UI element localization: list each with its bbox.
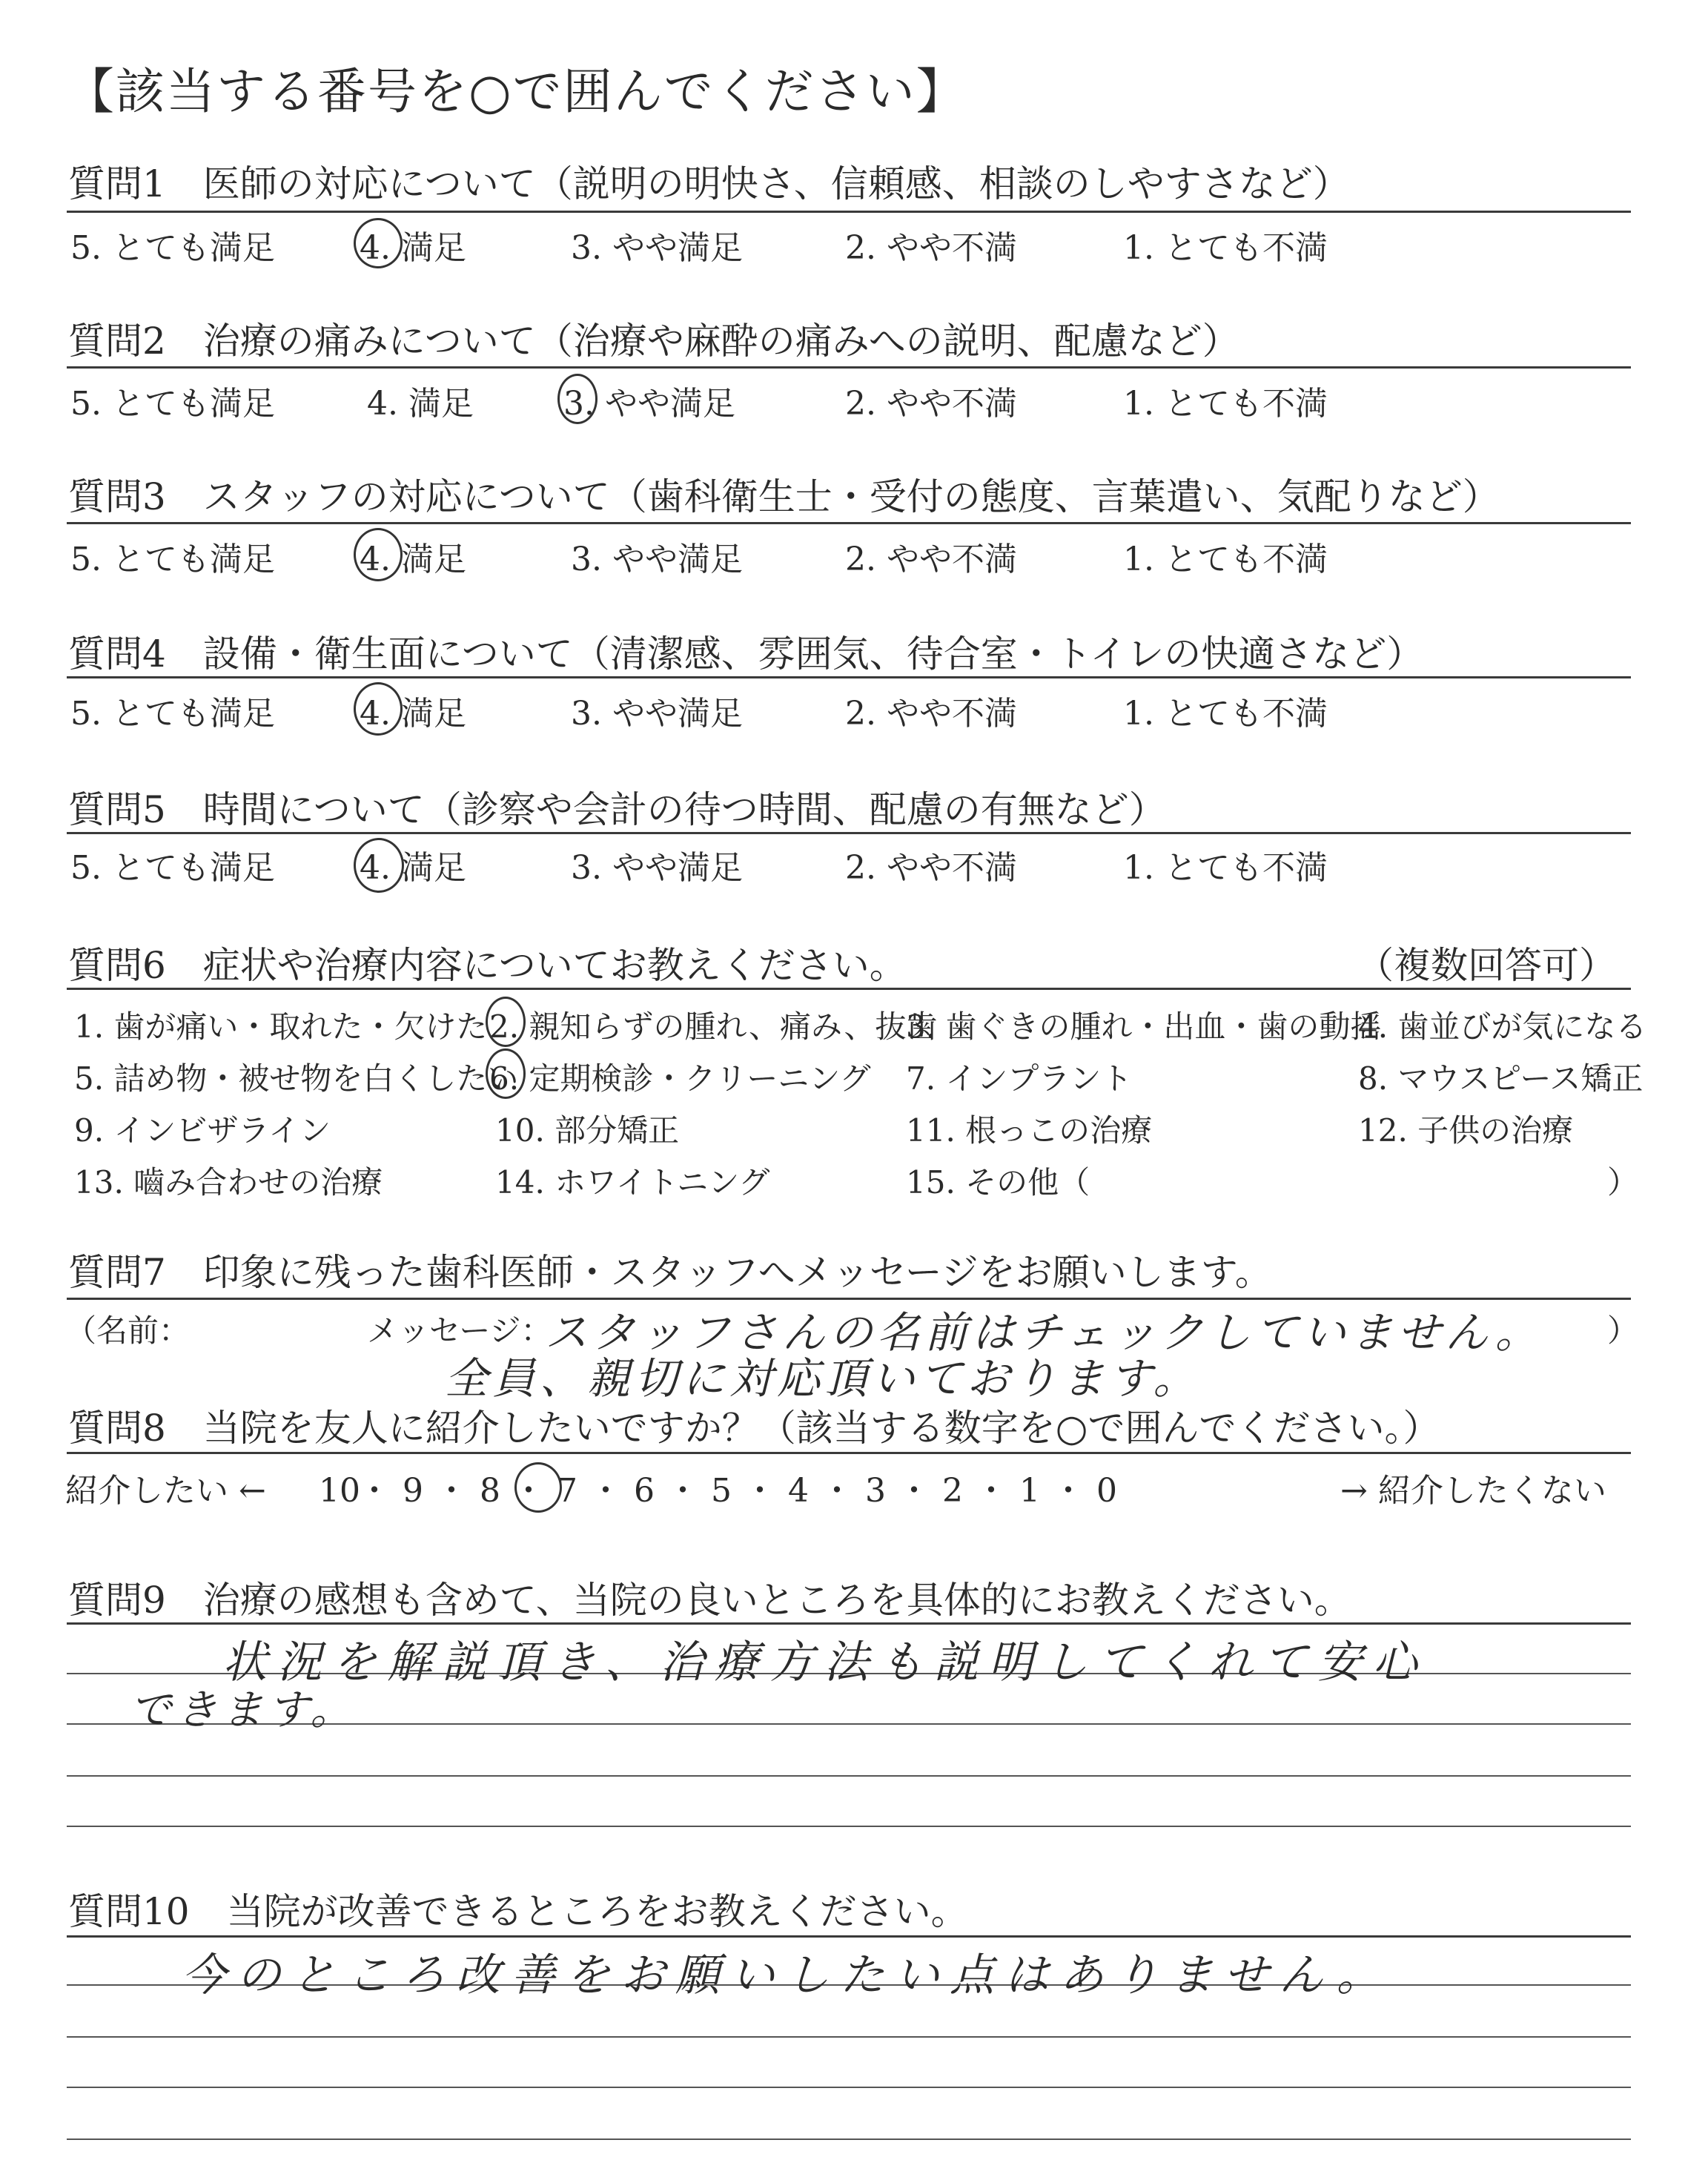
- scale-8[interactable]: 8: [480, 1472, 500, 1510]
- question-3-header: 質問3 スタッフの対応について（歯科衛生士・受付の態度、言葉遣い、気配りなど）: [68, 475, 1500, 518]
- q3-option-1[interactable]: 1. とても不満: [1123, 541, 1328, 578]
- question-6-header: 質問6 症状や治療内容についてお教えください。: [68, 944, 907, 987]
- scale-10[interactable]: 10: [319, 1472, 360, 1510]
- question-9-header: 質問9 治療の感想も含めて、当院の良いところを具体的にお教えください。: [68, 1579, 1351, 1622]
- selection-circle: [354, 528, 403, 581]
- scale-4[interactable]: 4: [788, 1472, 809, 1510]
- divider: [67, 522, 1631, 524]
- scale-3[interactable]: 3: [865, 1472, 886, 1510]
- divider: [67, 366, 1631, 369]
- q8-scale: [319, 1464, 1124, 1511]
- scale-separator: ・: [975, 1472, 1007, 1510]
- answer-line: [67, 1775, 1631, 1777]
- selection-circle: [354, 218, 403, 268]
- q6-item-14[interactable]: 14. ホワイトニング: [495, 1164, 770, 1200]
- q6-item-2[interactable]: 2. 親知らずの腫れ、痛み、抜歯: [489, 1008, 938, 1045]
- q3-option-4[interactable]: 4. 満足: [360, 541, 466, 578]
- q6-item-7[interactable]: 7. インプラント: [906, 1060, 1133, 1097]
- scale-separator: ・: [589, 1472, 622, 1510]
- q1-option-2[interactable]: 2. やや不満: [845, 229, 1017, 267]
- answer-line: [67, 2036, 1631, 2038]
- q9-handwritten-answer-line-2: できます。: [130, 1686, 357, 1734]
- q5-option-4[interactable]: 4. 満足: [360, 849, 466, 887]
- scale-separator: ・: [821, 1472, 853, 1510]
- q4-option-1[interactable]: 1. とても不満: [1123, 695, 1328, 733]
- q5-option-3[interactable]: 3. やや満足: [571, 849, 743, 887]
- scale-6[interactable]: 6: [634, 1472, 655, 1510]
- scale-separator: ・: [358, 1472, 391, 1510]
- question-8-header: 質問8 当院を友人に紹介したいですか？（該当する数字を○で囲んでください。）: [68, 1407, 1440, 1450]
- q6-note: （複数回答可）: [1357, 944, 1616, 987]
- selection-circle: [354, 682, 403, 736]
- q6-item-11[interactable]: 11. 根っこの治療: [906, 1112, 1153, 1149]
- q2-option-3[interactable]: 3. やや満足: [563, 385, 735, 423]
- selection-circle: [486, 997, 526, 1047]
- scale-2[interactable]: 2: [942, 1472, 963, 1510]
- q6-item-3[interactable]: 3. 歯ぐきの腫れ・出血・歯の動揺: [906, 1008, 1382, 1045]
- selection-circle: [557, 374, 598, 424]
- question-4-header: 質問4 設備・衛生面について（清潔感、雰囲気、待合室・トイレの快適さなど）: [68, 633, 1424, 676]
- question-1-header: 質問1 医師の対応について（説明の明快さ、信頼感、相談のしやすさなど）: [68, 162, 1350, 205]
- q6-item-5[interactable]: 5. 詰め物・被せ物を白くしたい: [74, 1060, 519, 1097]
- scale-separator: ・: [1052, 1472, 1085, 1510]
- selection-circle: [486, 1048, 526, 1099]
- divider: [67, 1935, 1631, 1938]
- q5-option-1[interactable]: 1. とても不満: [1123, 849, 1328, 887]
- q2-option-1[interactable]: 1. とても不満: [1123, 385, 1328, 423]
- q4-option-4[interactable]: 4. 満足: [360, 695, 466, 733]
- q6-item-9[interactable]: 9. インビザライン: [74, 1112, 331, 1149]
- q1-option-3[interactable]: 3. やや満足: [571, 229, 743, 267]
- q2-option-2[interactable]: 2. やや不満: [845, 385, 1017, 423]
- divider: [67, 676, 1631, 678]
- divider: [67, 1622, 1631, 1625]
- q1-option-1[interactable]: 1. とても不満: [1123, 229, 1328, 267]
- divider: [67, 211, 1631, 213]
- divider: [67, 832, 1631, 834]
- q6-item-12[interactable]: 12. 子供の治療: [1358, 1112, 1574, 1149]
- q2-option-4[interactable]: 4. 満足: [367, 385, 474, 423]
- question-10-header: 質問10 当院が改善できるところをお教えください。: [68, 1890, 968, 1933]
- q10-handwritten-answer: 今のところ改善をお願いしたい点はありません。: [182, 1949, 1391, 2001]
- question-2-header: 質問2 治療の痛みについて（治療や麻酔の痛みへの説明、配慮など）: [68, 320, 1239, 363]
- q3-option-5[interactable]: 5. とても満足: [70, 541, 275, 578]
- q7-handwritten-message-line-1: スタッフさんの名前はチェックしていません。: [545, 1307, 1543, 1358]
- divider: [67, 1452, 1631, 1454]
- q5-option-5[interactable]: 5. とても満足: [70, 849, 275, 887]
- q6-item-15-close: ）: [1607, 1164, 1639, 1200]
- q4-option-5[interactable]: 5. とても満足: [70, 695, 275, 733]
- q3-option-2[interactable]: 2. やや不満: [845, 541, 1017, 578]
- q8-right-label: → 紹介したくない: [1340, 1472, 1606, 1510]
- scale-9[interactable]: 9: [403, 1472, 423, 1510]
- answer-line: [67, 2087, 1631, 2088]
- q9-handwritten-answer-line-1: 状況を解説頂き、治療方法も説明してくれて安心: [222, 1636, 1428, 1688]
- q6-item-4[interactable]: 4. 歯並びが気になる: [1358, 1008, 1647, 1045]
- scale-0[interactable]: 0: [1096, 1472, 1117, 1510]
- scale-separator: ・: [435, 1472, 468, 1510]
- q7-name-label: （名前：: [65, 1312, 191, 1349]
- page-title: 【該当する番号を○で囲んでください】: [65, 63, 967, 120]
- question-7-header: 質問7 印象に残った歯科医師・スタッフへメッセージをお願いします。: [68, 1251, 1272, 1294]
- q6-item-6[interactable]: 6. 定期検診・クリーニング: [489, 1060, 871, 1097]
- q4-option-2[interactable]: 2. やや不満: [845, 695, 1017, 733]
- question-5-header: 質問5 時間について（診察や会計の待つ時間、配慮の有無など）: [68, 788, 1166, 831]
- q6-item-10[interactable]: 10. 部分矯正: [495, 1112, 680, 1149]
- scale-separator: ・: [666, 1472, 699, 1510]
- scale-separator: ・: [512, 1472, 545, 1510]
- q7-close-paren: ）: [1607, 1312, 1639, 1349]
- q2-option-5[interactable]: 5. とても満足: [70, 385, 275, 423]
- scale-separator: ・: [898, 1472, 930, 1510]
- answer-line: [67, 1826, 1631, 1827]
- q5-option-2[interactable]: 2. やや不満: [845, 849, 1017, 887]
- divider: [67, 988, 1631, 990]
- q6-item-8[interactable]: 8. マウスピース矯正: [1358, 1060, 1644, 1097]
- q7-handwritten-message-line-2: 全員、親切に対応頂いております。: [445, 1353, 1201, 1404]
- selection-circle: [354, 838, 404, 893]
- q6-item-1[interactable]: 1. 歯が痛い・取れた・欠けた: [74, 1008, 488, 1045]
- scale-5[interactable]: 5: [711, 1472, 732, 1510]
- q3-option-3[interactable]: 3. やや満足: [571, 541, 743, 578]
- q1-option-5[interactable]: 5. とても満足: [70, 229, 275, 267]
- scale-7[interactable]: 7: [557, 1472, 577, 1510]
- q8-left-label: 紹介したい ←: [65, 1472, 266, 1510]
- q6-item-15[interactable]: 15. その他（: [906, 1164, 1090, 1200]
- scale-1[interactable]: 1: [1019, 1472, 1040, 1510]
- q1-option-4[interactable]: 4. 満足: [360, 229, 466, 267]
- q4-option-3[interactable]: 3. やや満足: [571, 695, 743, 733]
- answer-line: [67, 2138, 1631, 2140]
- scale-separator: ・: [744, 1472, 776, 1510]
- q7-message-label: メッセージ：: [367, 1312, 552, 1349]
- q6-item-13[interactable]: 13. 嚙み合わせの治療: [74, 1164, 383, 1200]
- selection-circle: [514, 1462, 562, 1513]
